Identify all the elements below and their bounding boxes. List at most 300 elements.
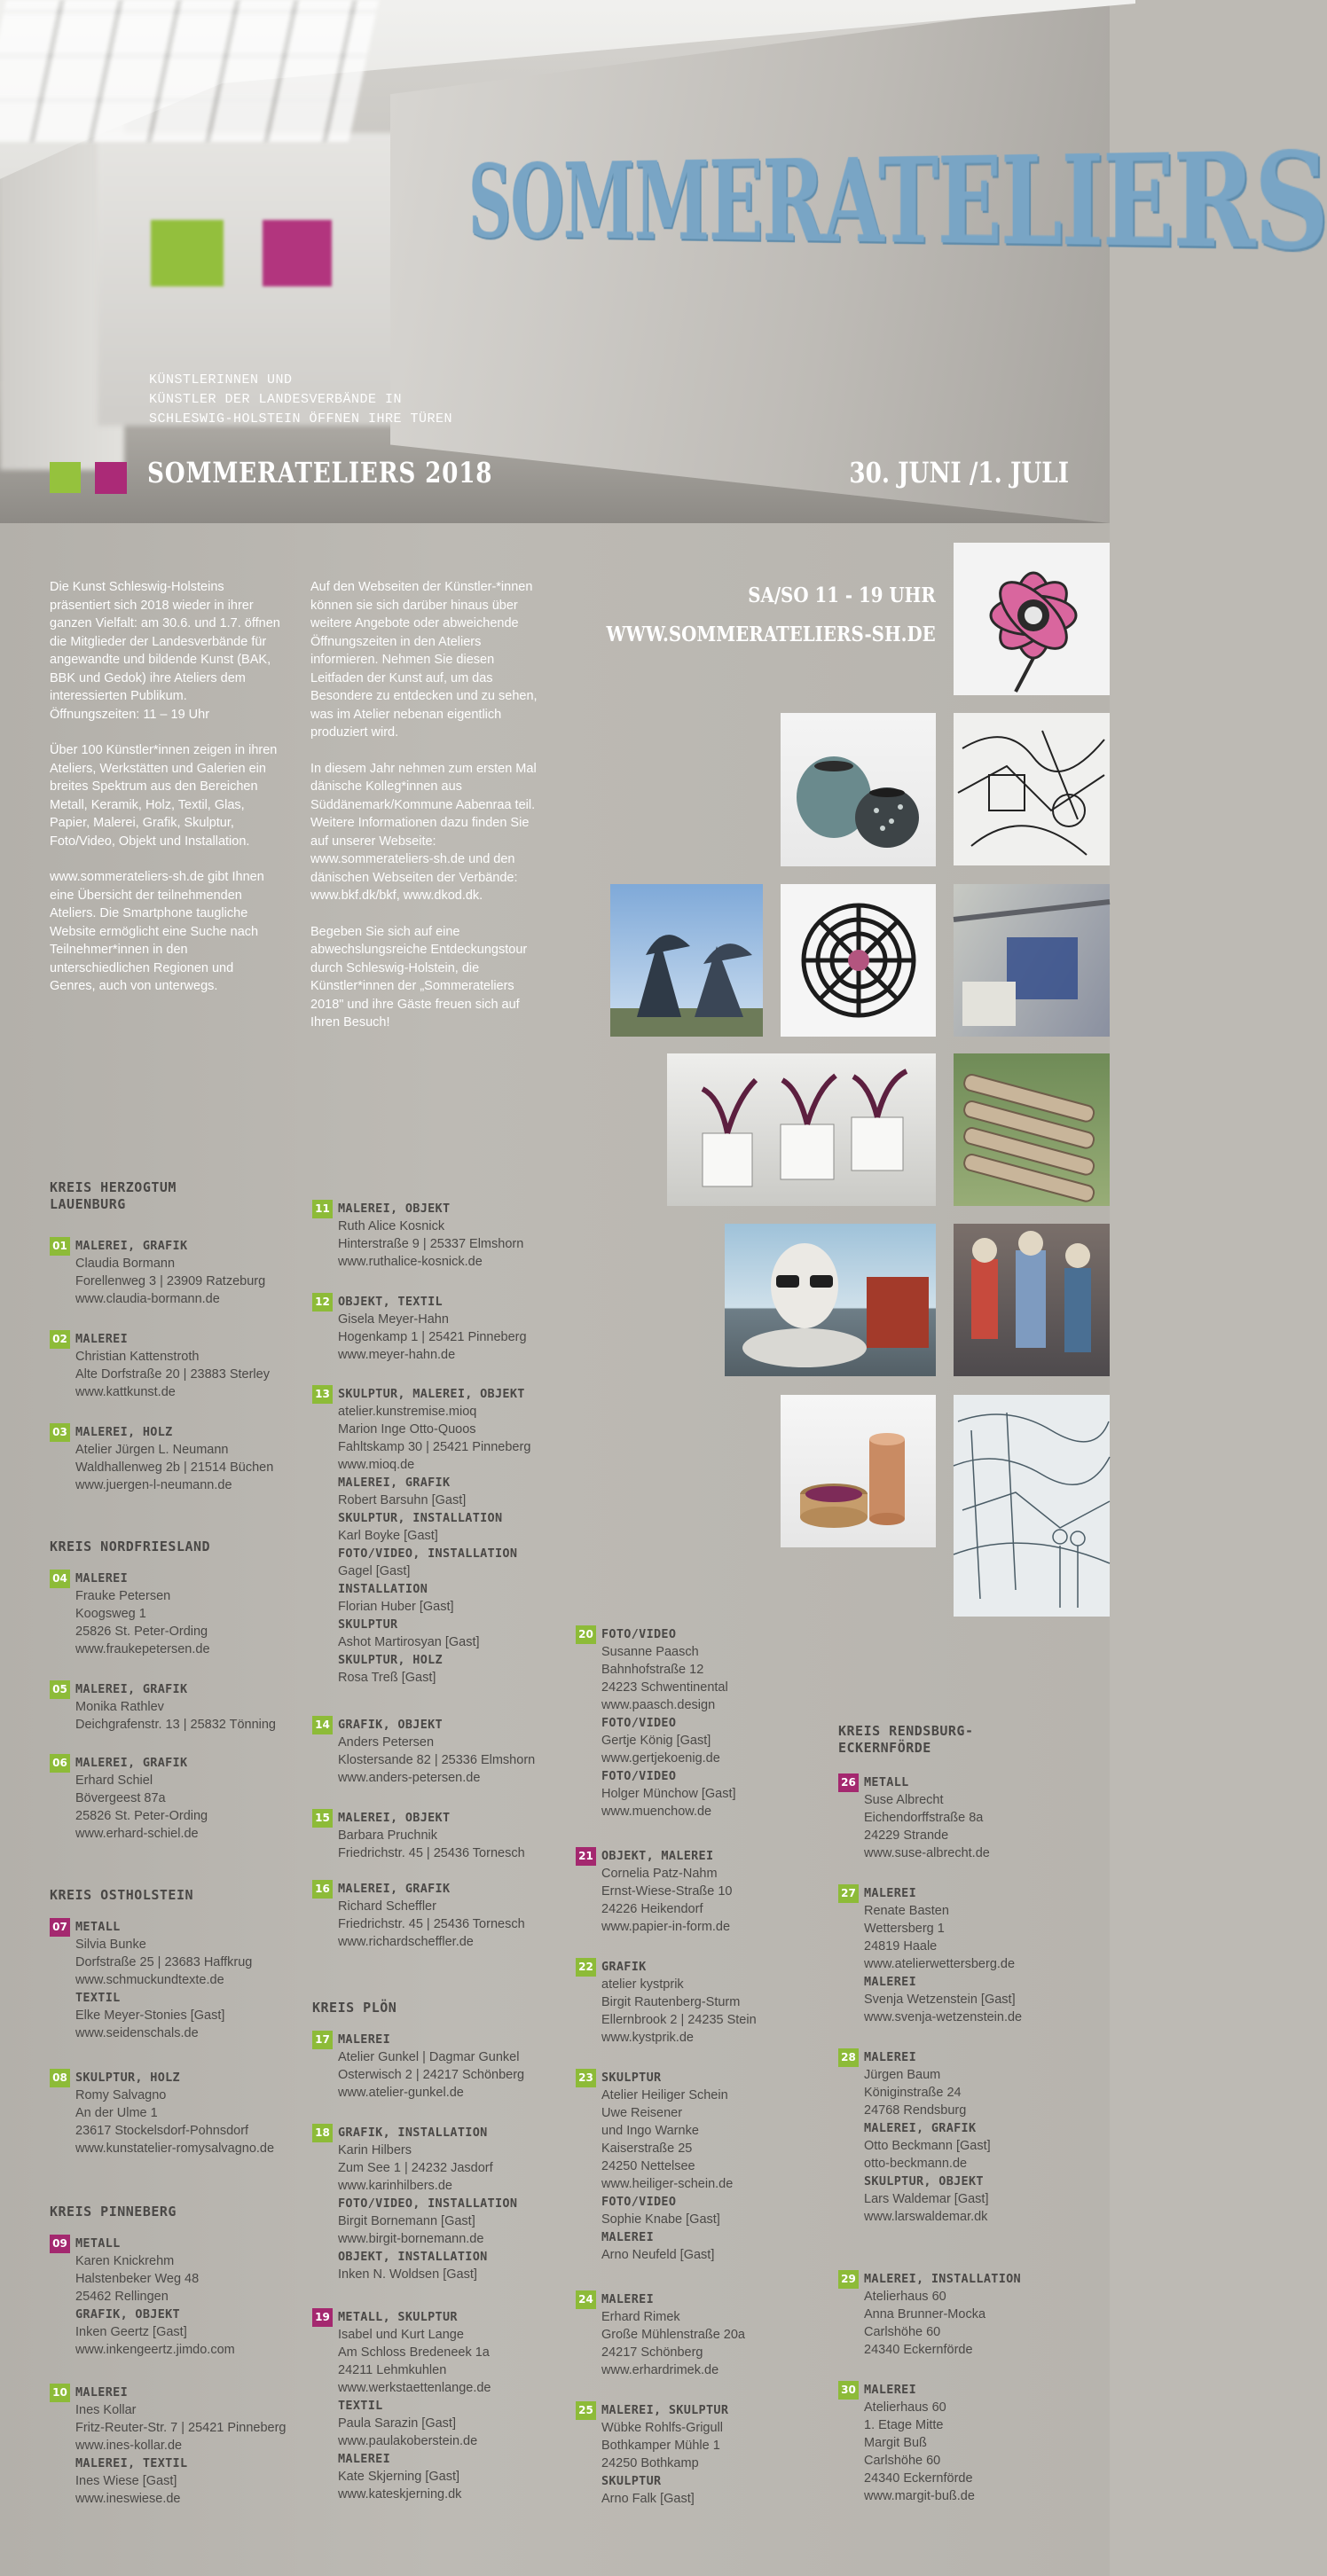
entry-website-link[interactable]: www.kunstatelier-romysalvagno.de	[75, 2141, 275, 2156]
entry-text: Barbara Pruchnik	[338, 1828, 438, 1843]
entry-text: Ellernbrook 2 | 24235 Stein	[601, 2013, 757, 2027]
hero-banner	[0, 0, 1327, 523]
entry-13	[312, 1385, 530, 1687]
entry-text: Kate Skjerning [Gast]	[338, 2470, 460, 2484]
entry-category: MALEREI, GRAFIK	[338, 1476, 451, 1490]
entry-text: 24211 Lehmkuhlen	[338, 2363, 447, 2377]
entry-body	[864, 2270, 1021, 2359]
entry-text: Svenja Wetzenstein [Gast]	[864, 1993, 1016, 2007]
entry-text: Bahnhofstraße 12	[601, 1663, 704, 1677]
entry-text: Wettersberg 1	[864, 1922, 945, 1936]
entry-text: Ines Kollar	[75, 2403, 137, 2417]
kreis-heading-ostholstein: KREIS OSTHOLSTEIN	[50, 1887, 194, 1903]
entry-text: An der Ulme 1	[75, 2106, 158, 2120]
entry-29	[838, 2270, 1021, 2359]
entry-website-link[interactable]: www.anders-petersen.de	[338, 1771, 481, 1785]
entry-07	[50, 1918, 252, 2042]
green-square-icon	[50, 462, 81, 493]
entry-text: Romy Salvagno	[75, 2088, 167, 2102]
photo-textile-objects	[954, 1053, 1110, 1206]
entry-21	[576, 1847, 732, 1936]
entry-category: MALEREI, SKULPTUR	[601, 2403, 729, 2417]
entry-category: MALEREI	[864, 1975, 916, 1989]
entry-text: 1. Etage Mitte	[864, 2418, 944, 2432]
entry-number-badge: 09	[50, 2235, 70, 2253]
entry-number-badge: 27	[838, 1884, 859, 1903]
entry-category: METALL, SKULPTUR	[338, 2310, 458, 2324]
entry-category: TEXTIL	[338, 2399, 383, 2413]
entry-text: Carlshöhe 60	[864, 2325, 941, 2339]
entry-text: Isabel und Kurt Lange	[338, 2328, 464, 2342]
entry-text: atelier.kunstremise.mioq	[338, 1405, 477, 1419]
intro-paragraph: Auf den Webseiten der Künstler-*innen können sie sich darüber hinaus über weitere Angebote oder abweichende Öffnungszeiten in den Ateliers informieren. Nehmen Sie diesen Leitfaden der Kunst auf, um das Besondere zu entdecken und zu sehen, was im Atelier nebenan eigentlich produziert wird.	[310, 580, 538, 740]
entry-category: MALEREI, GRAFIK	[338, 1882, 451, 1896]
entry-text: 24340 Eckernförde	[864, 2343, 973, 2357]
entry-website-link[interactable]: www.mioq.de	[338, 1458, 415, 1472]
entry-website-link[interactable]: www.erhard-schiel.de	[75, 1827, 199, 1841]
entry-category: MALEREI	[864, 2050, 916, 2064]
entry-text: Birgit Rautenberg-Sturm	[601, 1995, 741, 2009]
entry-19	[312, 2308, 491, 2503]
entry-body	[601, 2401, 728, 2508]
entry-text: Atelier Jürgen L. Neumann	[75, 1443, 229, 1457]
entry-number-badge: 24	[576, 2290, 596, 2309]
entry-text: Karen Knickrehm	[75, 2254, 175, 2268]
entry-text: Arno Falk [Gast]	[601, 2492, 695, 2506]
entry-body	[338, 2124, 517, 2283]
entry-number-badge: 05	[50, 1680, 70, 1699]
entry-text: Ines Wiese [Gast]	[75, 2474, 177, 2488]
entry-text: Silvia Bunke	[75, 1938, 146, 1952]
entry-category: SKULPTUR	[601, 2071, 662, 2085]
entry-text: und Ingo Warnke	[601, 2124, 699, 2138]
entry-body	[601, 1625, 736, 1820]
entry-category: MALEREI, INSTALLATION	[864, 2272, 1021, 2286]
entry-text: Elke Meyer-Stonies [Gast]	[75, 2008, 225, 2023]
kreis-heading-rendsburg-eckernfoerde: KREIS RENDSBURG- ECKERNFÖRDE	[838, 1723, 974, 1756]
entry-category: GRAFIK, OBJEKT	[338, 1718, 443, 1732]
entry-website-link[interactable]: www.kattkunst.de	[75, 1385, 176, 1399]
entry-category: MALEREI	[338, 2452, 390, 2466]
entry-16	[312, 1880, 525, 1951]
entry-text: 25462 Rellingen	[75, 2290, 169, 2304]
entry-05	[50, 1680, 276, 1734]
entry-category: MALEREI, GRAFIK	[75, 1239, 188, 1253]
entry-body	[601, 1847, 732, 1936]
entry-number-badge: 22	[576, 1958, 596, 1977]
entry-category: OBJEKT, TEXTIL	[338, 1295, 443, 1309]
entry-website-link[interactable]: www.birgit-bornemann.de	[338, 2232, 484, 2246]
photo-flower-art	[954, 543, 1110, 695]
entry-14	[312, 1716, 535, 1787]
entry-category: TEXTIL	[75, 1991, 121, 2005]
entry-category: MALEREI	[864, 1886, 916, 1900]
entry-body	[75, 2069, 274, 2157]
entry-text: Margit Buß	[864, 2436, 927, 2450]
entry-body	[338, 1200, 523, 1271]
entry-text: Monika Rathlev	[75, 1700, 164, 1714]
entry-category: FOTO/VIDEO	[601, 2195, 677, 2209]
entry-text: Kaiserstraße 25	[601, 2141, 693, 2156]
entry-website-link[interactable]: www.suse-albrecht.de	[864, 1846, 990, 1860]
entry-text: 24250 Nettelsee	[601, 2159, 695, 2173]
entry-category: METALL	[75, 2236, 121, 2251]
entry-text: Bövergeest 87a	[75, 1791, 166, 1805]
entry-body	[338, 2031, 524, 2102]
entry-category: SKULPTUR	[338, 1617, 398, 1632]
magenta-square-painting	[263, 220, 332, 286]
subtitle-line: KÜNSTLER DER LANDESVERBÄNDE IN	[149, 392, 403, 407]
entry-text: Susanne Paasch	[601, 1645, 699, 1659]
entry-text: Karl Boyke [Gast]	[338, 1529, 438, 1543]
entry-website-link[interactable]: www.heiliger-schein.de	[601, 2177, 734, 2191]
entry-body	[864, 2381, 975, 2505]
entry-20	[576, 1625, 736, 1820]
entry-text: 24340 Eckernförde	[864, 2471, 973, 2486]
entry-website-link[interactable]: www.gertjekoenig.de	[601, 1751, 720, 1766]
entry-category: MALEREI	[601, 2230, 654, 2244]
entry-28	[838, 2048, 991, 2226]
entry-text: 24819 Haale	[864, 1939, 938, 1954]
entry-text: Karin Hilbers	[338, 2143, 412, 2157]
kreis-heading-ploen: KREIS PLÖN	[312, 2000, 397, 2016]
entry-body	[75, 2384, 287, 2508]
entry-category: GRAFIK	[601, 1960, 647, 1974]
entry-website-link[interactable]: www.atelier-gunkel.de	[338, 2086, 464, 2100]
entry-category: GRAFIK, OBJEKT	[75, 2307, 180, 2322]
intro-paragraph: www.sommerateliers-sh.de gibt Ihnen eine Übersicht der teilnehmenden Ateliers. Die Smartphone taugliche Website ermöglicht eine Suche nach Teilnehmer*innen in den unterschiedlichen Regionen und Genres, auch von unterwegs.	[50, 870, 264, 993]
entry-body	[338, 1293, 527, 1364]
entry-number-badge: 14	[312, 1716, 333, 1734]
entry-25	[576, 2401, 728, 2508]
entry-website-link[interactable]: www.meyer-hahn.de	[338, 1348, 456, 1362]
entry-category: SKULPTUR	[601, 2474, 662, 2488]
intro-paragraph: Begeben Sie sich auf eine abwechslungsreiche Entdeckungstour durch Schleswig-Holstein, die Künstler*innen der „Sommerateliers 2018" und ihre Gäste freuen sich auf Ihren Besuch!	[310, 924, 528, 1030]
entry-text: Atelierhaus 60	[864, 2400, 946, 2415]
entry-text: Atelierhaus 60	[864, 2290, 946, 2304]
opening-hours: SA/SO 11 - 19 UHR	[748, 583, 936, 607]
entry-12	[312, 1293, 527, 1364]
entry-text: 25826 St. Peter-Ording	[75, 1809, 208, 1823]
entry-text: Deichgrafenstr. 13 | 25832 Tönning	[75, 1718, 276, 1732]
entry-category: FOTO/VIDEO	[601, 1716, 677, 1730]
entry-text: Erhard Schiel	[75, 1773, 153, 1788]
entry-body	[601, 2069, 733, 2264]
photo-metal-boxes	[781, 1395, 936, 1547]
entry-number-badge: 17	[312, 2031, 333, 2049]
entry-text: 24229 Strande	[864, 1828, 949, 1843]
entry-text: Sophie Knabe [Gast]	[601, 2212, 720, 2227]
entry-category: SKULPTUR, MALEREI, OBJEKT	[338, 1387, 525, 1401]
entry-body	[601, 1958, 757, 2047]
entry-category: OBJEKT, INSTALLATION	[338, 2250, 488, 2264]
entry-text: Königinstraße 24	[864, 2086, 962, 2100]
photo-three-vessels	[667, 1053, 936, 1206]
entry-number-badge: 12	[312, 1293, 333, 1311]
entry-text: Inken Geertz [Gast]	[75, 2325, 187, 2339]
entry-text: Gertje König [Gast]	[601, 1734, 711, 1748]
entry-website-link[interactable]: www.ines-kollar.de	[75, 2439, 183, 2453]
entry-category: FOTO/VIDEO, INSTALLATION	[338, 2196, 518, 2211]
entry-text: Anna Brunner-Mocka	[864, 2307, 986, 2322]
entry-04	[50, 1570, 210, 1658]
entry-text: Ruth Alice Kosnick	[338, 1219, 445, 1233]
entry-category: SKULPTUR, INSTALLATION	[338, 1511, 503, 1525]
ceiling-lights	[0, 0, 379, 142]
entry-06	[50, 1754, 208, 1843]
entry-text: Waldhallenweg 2b | 21514 Büchen	[75, 1460, 274, 1475]
entry-category: MALEREI, HOLZ	[75, 1425, 173, 1439]
green-square-painting	[151, 220, 224, 286]
entry-body	[338, 1880, 525, 1951]
entry-number-badge: 16	[312, 1880, 333, 1899]
intro-paragraph: Über 100 Künstler*innen zeigen in ihren Ateliers, Werkstätten und Galerien ein breites Spektrum aus den Bereichen Metall, Keramik, Holz, Textil, Glas, Papier, Malerei, Grafik, Skulptur, Foto/Video, Objekt und Installation.	[50, 743, 278, 849]
entry-text: Alte Dorfstraße 20 | 23883 Sterley	[75, 1367, 270, 1382]
entry-30	[838, 2381, 975, 2505]
entry-website-link[interactable]: www.fraukepetersen.de	[75, 1642, 210, 1656]
entry-text: Bothkamper Mühle 1	[601, 2439, 720, 2453]
entry-26	[838, 1773, 990, 1862]
entry-body	[864, 1773, 990, 1862]
photo-line-sketch	[954, 1395, 1110, 1617]
entry-website-link[interactable]: www.paulakoberstein.de	[338, 2434, 478, 2448]
photo-abstract-painting	[954, 884, 1110, 1037]
entry-text: 24226 Heikendorf	[601, 1902, 703, 1916]
entry-body	[338, 2308, 491, 2503]
intro-column-2	[310, 578, 541, 1050]
entry-text: Klostersande 82 | 25336 Elmshorn	[338, 1753, 536, 1767]
photo-bust-sculpture	[725, 1224, 936, 1376]
entry-text: Atelier Heiliger Schein	[601, 2088, 728, 2102]
entry-website-link[interactable]: www.ruthalice-kosnick.de	[338, 1255, 483, 1269]
entry-website-link[interactable]: www.inkengeertz.jimdo.com	[75, 2343, 235, 2357]
entry-website-link[interactable]: www.svenja-wetzenstein.de	[864, 2010, 1023, 2024]
entry-website-link[interactable]: www.papier-in-form.de	[601, 1920, 731, 1934]
entry-01	[50, 1237, 265, 1308]
entry-text: Erhard Rimek	[601, 2310, 680, 2324]
entry-body	[75, 1423, 273, 1494]
entry-text: Suse Albrecht	[864, 1793, 944, 1807]
entry-website-link[interactable]: www.werkstaettenlange.de	[338, 2381, 491, 2395]
photo-metal-sculptures	[610, 884, 763, 1037]
entry-website-link[interactable]: www.kateskjerning.dk	[338, 2487, 462, 2502]
kreis-heading-herzogtum-lauenburg: KREIS HERZOGTUM LAUENBURG	[50, 1179, 177, 1212]
entry-body	[338, 1385, 530, 1687]
entry-text: Friedrichstr. 45 | 25436 Tornesch	[338, 1846, 525, 1860]
entry-website-link[interactable]: www.paasch.design	[601, 1698, 716, 1712]
intro-paragraph: Die Kunst Schleswig-Holsteins präsentiert sich 2018 wieder in ihrer ganzen Vielfalt: am 30.6. und 1.7. öffnen die Mitglieder der Landesverbände für angewandte und bildende Kunst (BAK, BBK und Gedok) ihre Ateliers dem interessierten Publikum. Öffnungszeiten: 11 – 19 Uhr	[50, 580, 280, 722]
entry-website-link[interactable]: www.kystprik.de	[601, 2031, 694, 2045]
entry-text: Am Schloss Bredeneek 1a	[338, 2345, 490, 2360]
entry-text: Halstenbeker Weg 48	[75, 2272, 200, 2286]
entry-website-link[interactable]: www.juergen-l-neumann.de	[75, 1478, 232, 1492]
entry-02	[50, 1330, 270, 1401]
entry-number-badge: 07	[50, 1918, 70, 1937]
entry-text: Fahltskamp 30 | 25421 Pinneberg	[338, 1440, 531, 1454]
entry-text: Inken N. Woldsen [Gast]	[338, 2267, 477, 2282]
entry-number-badge: 25	[576, 2401, 596, 2420]
entry-text: Rosa Treß [Gast]	[338, 1671, 436, 1685]
magenta-square-icon	[95, 462, 127, 494]
entry-text: Jürgen Baum	[864, 2068, 941, 2082]
entry-text: Uwe Reisener	[601, 2106, 683, 2120]
entry-text: Osterwisch 2 | 24217 Schönberg	[338, 2068, 525, 2082]
entry-body	[75, 1918, 252, 2042]
entry-website-link[interactable]: www.claudia-bormann.de	[75, 1292, 220, 1306]
entry-text: Lars Waldemar [Gast]	[864, 2192, 989, 2206]
entry-category: FOTO/VIDEO	[601, 1769, 677, 1783]
entry-number-badge: 02	[50, 1330, 70, 1349]
entry-website-link[interactable]: www.erhardrimek.de	[601, 2363, 719, 2377]
entry-number-badge: 13	[312, 1385, 333, 1404]
entry-number-badge: 15	[312, 1809, 333, 1828]
entry-number-badge: 10	[50, 2384, 70, 2402]
subtitle-line: SCHLESWIG-HOLSTEIN ÖFFNEN IHRE TÜREN	[149, 411, 453, 427]
entry-body	[75, 1754, 208, 1843]
entry-website-link[interactable]: www.atelierwettersberg.de	[864, 1957, 1016, 1971]
entry-website-link[interactable]: www.ineswiese.de	[75, 2492, 181, 2506]
photo-black-lace-object	[781, 884, 936, 1037]
entry-number-badge: 04	[50, 1570, 70, 1588]
entry-text: Wübke Rohlfs-Grigull	[601, 2421, 723, 2435]
intro-paragraph: In diesem Jahr nehmen zum ersten Mal dänische Kolleg*innen aus Süddänemark/Kommune Aabenraa teil. Weitere Informationen dazu finden Sie auf unserer Webseite: www.sommerateliers-sh.de und den dänischen Webseiten der Verbände: www.bkf.dk/bkf, www.dkod.dk.	[310, 761, 537, 903]
entry-text: Gagel [Gast]	[338, 1564, 411, 1578]
entry-text: Arno Neufeld [Gast]	[601, 2248, 715, 2262]
entry-category: OBJEKT, MALEREI	[601, 1849, 714, 1863]
entry-03	[50, 1423, 273, 1494]
kreis-heading-pinneberg: KREIS PINNEBERG	[50, 2204, 177, 2220]
entry-number-badge: 23	[576, 2069, 596, 2087]
entry-category: MALEREI	[75, 1571, 128, 1586]
kreis-heading-nordfriesland: KREIS NORDFRIESLAND	[50, 1539, 211, 1554]
entry-text: Carlshöhe 60	[864, 2454, 941, 2468]
entry-text: Marion Inge Otto-Quoos	[338, 1422, 476, 1437]
entry-10	[50, 2384, 287, 2508]
entry-category: MALEREI, OBJEKT	[338, 1811, 451, 1825]
entry-website-link[interactable]: www.larswaldemar.dk	[864, 2210, 988, 2224]
entry-body	[75, 1570, 210, 1658]
entry-body	[864, 1884, 1022, 2026]
subtitle-line: KÜNSTLERINNEN UND	[149, 372, 293, 388]
entry-website-link[interactable]: www.muenchow.de	[601, 1805, 712, 1819]
entry-category: METALL	[864, 1775, 909, 1789]
entry-category: SKULPTUR, HOLZ	[75, 2071, 180, 2085]
entry-text: Cornelia Patz-Nahm	[601, 1867, 718, 1881]
entry-18	[312, 2124, 517, 2283]
entry-website-link[interactable]: otto-beckmann.de	[864, 2157, 968, 2171]
entry-body	[75, 1680, 276, 1734]
entry-text: Zum See 1 | 24232 Jasdorf	[338, 2161, 493, 2175]
entry-08	[50, 2069, 274, 2157]
entry-text: Otto Beckmann [Gast]	[864, 2139, 991, 2153]
entry-text: Frauke Petersen	[75, 1589, 171, 1603]
entry-website-link[interactable]: www.richardscheffler.de	[338, 1935, 474, 1949]
entry-11	[312, 1200, 523, 1271]
event-date: 30. JUNI /1. JULI	[849, 456, 1069, 489]
website-url[interactable]: WWW.SOMMERATELIERS-SH.DE	[606, 622, 936, 646]
entry-text: 24223 Schwentinental	[601, 1680, 728, 1695]
entry-text: Eichendorffstraße 8a	[864, 1811, 984, 1825]
entry-text: 25826 St. Peter-Ording	[75, 1625, 208, 1639]
entry-website-link[interactable]: www.schmuckundtexte.de	[75, 1973, 224, 1987]
entry-text: Gisela Meyer-Hahn	[338, 1312, 449, 1327]
entry-website-link[interactable]: www.margit-buß.de	[864, 2489, 975, 2503]
entry-text: Birgit Bornemann [Gast]	[338, 2214, 475, 2228]
wall-title: SOMMERATELIERS	[468, 122, 1327, 280]
entry-text: Fritz-Reuter-Str. 7 | 25421 Pinneberg	[75, 2421, 287, 2435]
entry-text: Renate Basten	[864, 1904, 949, 1918]
entry-body	[75, 1330, 270, 1401]
entry-number-badge: 01	[50, 1237, 70, 1256]
hero-subtitle	[149, 371, 539, 429]
entry-category: MALEREI, GRAFIK	[75, 1756, 188, 1770]
entry-category: MALEREI, GRAFIK	[864, 2121, 977, 2135]
entry-text: atelier kystprik	[601, 1977, 684, 1992]
entry-text: Atelier Gunkel | Dagmar Gunkel	[338, 2050, 520, 2064]
entry-number-badge: 06	[50, 1754, 70, 1773]
entry-category: MALEREI	[601, 2292, 654, 2306]
entry-number-badge: 20	[576, 1625, 596, 1644]
entry-text: Hinterstraße 9 | 25337 Elmshorn	[338, 1237, 524, 1251]
event-title: SOMMERATELIERS 2018	[147, 456, 493, 489]
entry-text: Holger Münchow [Gast]	[601, 1787, 736, 1801]
entry-category: METALL	[75, 1920, 121, 1934]
entry-category: MALEREI	[338, 2032, 390, 2047]
entry-text: Claudia Bormann	[75, 1257, 176, 1271]
entry-text: Christian Kattenstroth	[75, 1350, 200, 1364]
entry-text: Ashot Martirosyan [Gast]	[338, 1635, 480, 1649]
entry-text: 24250 Bothkamp	[601, 2456, 699, 2470]
entry-number-badge: 28	[838, 2048, 859, 2067]
photo-figurative-painting	[954, 1224, 1110, 1376]
entry-text: Dorfstraße 25 | 23683 Haffkrug	[75, 1955, 253, 1969]
entry-number-badge: 18	[312, 2124, 333, 2142]
entry-text: Forellenweg 3 | 23909 Ratzeburg	[75, 1274, 266, 1288]
entry-category: FOTO/VIDEO, INSTALLATION	[338, 1546, 518, 1561]
entry-body	[75, 2235, 235, 2359]
entry-category: SKULPTUR, OBJEKT	[864, 2174, 984, 2188]
entry-text: 24217 Schönberg	[601, 2345, 703, 2360]
opening-info	[607, 576, 936, 654]
entry-category: SKULPTUR, HOLZ	[338, 1653, 443, 1667]
entry-24	[576, 2290, 745, 2379]
entry-number-badge: 29	[838, 2270, 859, 2289]
entry-website-link[interactable]: www.karinhilbers.de	[338, 2179, 452, 2193]
entry-text: Koogsweg 1	[75, 1607, 146, 1621]
entry-23	[576, 2069, 733, 2264]
entry-number-badge: 11	[312, 1200, 333, 1218]
entry-17	[312, 2031, 524, 2102]
entry-category: MALEREI, OBJEKT	[338, 1202, 451, 1216]
entry-body	[601, 2290, 745, 2379]
entry-text: Hogenkamp 1 | 25421 Pinneberg	[338, 1330, 527, 1344]
entry-text: Anders Petersen	[338, 1735, 435, 1750]
entry-number-badge: 03	[50, 1423, 70, 1442]
entry-text: Ernst-Wiese-Straße 10	[601, 1884, 733, 1899]
intro-column-1	[50, 578, 280, 1014]
entry-number-badge: 30	[838, 2381, 859, 2400]
entry-text: Robert Barsuhn [Gast]	[338, 1493, 467, 1507]
entry-body	[338, 1716, 535, 1787]
entry-category: MALEREI, GRAFIK	[75, 1682, 188, 1696]
photo-line-drawing	[954, 713, 1110, 865]
entry-15	[312, 1809, 525, 1862]
entry-text: 23617 Stockelsdorf-Pohnsdorf	[75, 2124, 249, 2138]
entry-27	[838, 1884, 1022, 2026]
entry-website-link[interactable]: www.seidenschals.de	[75, 2026, 199, 2040]
entry-09	[50, 2235, 235, 2359]
entry-category: MALEREI, TEXTIL	[75, 2456, 188, 2470]
